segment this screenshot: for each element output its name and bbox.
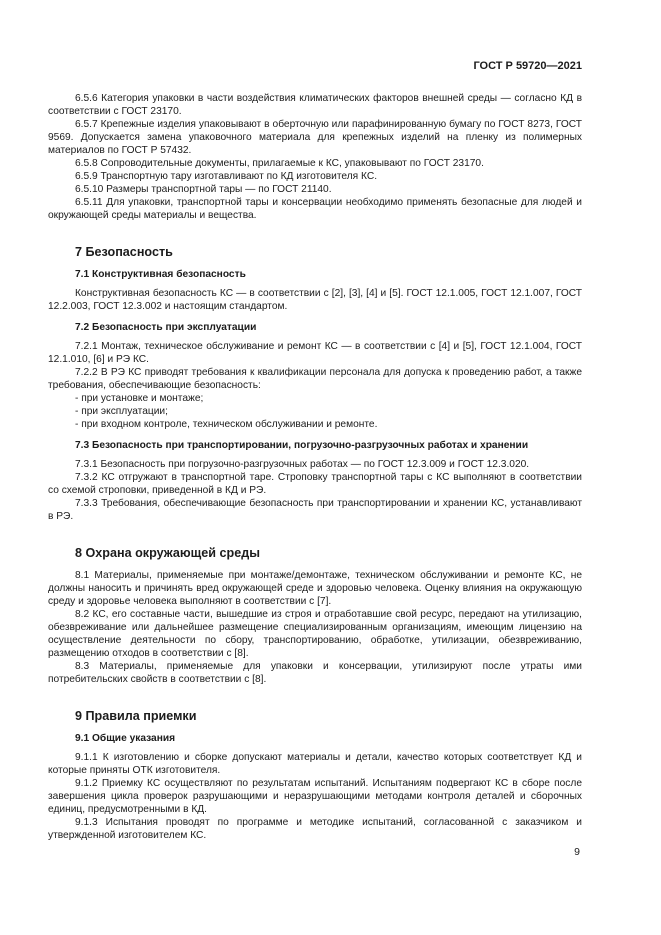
paragraph-6-5-8: 6.5.8 Сопроводительные документы, прилагаемые к КС, упаковывают по ГОСТ 23170. <box>75 158 484 169</box>
document-body <box>48 92 582 842</box>
section-7-heading: 7 Безопасность <box>75 245 173 259</box>
list-item: - при эксплуатации; <box>75 406 168 417</box>
paragraph-6-5-10: 6.5.10 Размеры транспортной тары — по ГОСТ 21140. <box>75 184 332 195</box>
paragraph-7-3-2: 7.3.2 КС отгружают в транспортной таре. Строповку транспортной тары с КС выполняют в соответствии со схемой строповки, приведенной в КД и РЭ. <box>48 472 582 496</box>
paragraph-6-5-7: 6.5.7 Крепежные изделия упаковывают в оберточную или парафинированную бумагу по ГОСТ 8273, ГОСТ 9569. Допускается замена упаковочного материала для крепежных изделий на пленку из полимерных материалов по ГОСТ Р 57432. <box>48 119 582 156</box>
section-8-heading: 8 Охрана окружающей среды <box>75 546 260 560</box>
paragraph-6-5-9: 6.5.9 Транспортную тару изготавливают по КД изготовителя КС. <box>75 171 378 182</box>
list-item: - при входном контроле, техническом обслуживании и ремонте. <box>75 419 378 430</box>
paragraph-8-2: 8.2 КС, его составные части, вышедшие из строя и отработавшие свой ресурс, передают на утилизацию, обезвреживание или дальнейшее размещение специализированным организациям, имеющим лицензию на осуществление деятельности по сбору, транспортированию, обработке, утилизации, обезвреживанию, размещению отходов в соответствии с [8]. <box>48 609 582 659</box>
paragraph-8-1: 8.1 Материалы, применяемые при монтаже/демонтаже, техническом обслуживании и ремонте КС, не должны наносить и причинять вред окружающей среде и здоровью человека. Оценку влияния на окружающую среду и здоровье человека выполняют в соответствии с [7]. <box>48 570 582 607</box>
subsection-9-1-heading: 9.1 Общие указания <box>75 733 176 744</box>
paragraph-9-1-1: 9.1.1 К изготовлению и сборке допускают материалы и детали, качество которых соответствует КД и которые приняты ОТК изготовителя. <box>48 752 582 776</box>
paragraph-7-3-3: 7.3.3 Требования, обеспечивающие безопасность при транспортировании и хранении КС, устанавливают в РЭ. <box>48 498 582 522</box>
list-item: - при установке и монтаже; <box>75 393 204 404</box>
subsection-7-3-heading: 7.3 Безопасность при транспортировании, погрузочно-разгрузочных работах и хранении <box>75 440 529 451</box>
paragraph-9-1-3: 9.1.3 Испытания проводят по программе и методике испытаний, согласованной с заказчиком и утвержденной изготовителем КС. <box>48 817 582 841</box>
page-number: 9 <box>574 846 580 858</box>
subsection-7-1-heading: 7.1 Конструктивная безопасность <box>75 269 246 280</box>
subsection-7-2-heading: 7.2 Безопасность при эксплуатации <box>75 322 257 333</box>
paragraph-8-3: 8.3 Материалы, применяемые для упаковки и консервации, утилизируют после утраты ими потребительских свойств в соответствии с [8]. <box>48 661 582 685</box>
section-9-heading: 9 Правила приемки <box>75 709 197 723</box>
document-header-standard: ГОСТ Р 59720—2021 <box>473 60 582 72</box>
paragraph-6-5-6: 6.5.6 Категория упаковки в части воздействия климатических факторов внешней среды — согласно КД в соответствии с ГОСТ 23170. <box>48 93 582 117</box>
paragraph-7-1: Конструктивная безопасность КС — в соответствии с [2], [3], [4] и [5]. ГОСТ 12.1.005, ГОСТ 12.1.007, ГОСТ 12.2.003, ГОСТ 12.3.002 и настоящим стандартом. <box>48 288 582 312</box>
paragraph-6-5-11: 6.5.11 Для упаковки, транспортной тары и консервации необходимо применять безопасные для людей и окружающей среды материалы и вещества. <box>48 197 582 221</box>
paragraph-7-3-1: 7.3.1 Безопасность при погрузочно-разгрузочных работах — по ГОСТ 12.3.009 и ГОСТ 12.3.020. <box>75 459 530 470</box>
paragraph-9-1-2: 9.1.2 Приемку КС осуществляют по результатам испытаний. Испытаниям подвергают КС в сборе после завершения цикла проверок разрушающими и неразрушающими методами контроля деталей и сборочных единиц, предусмотренными в КД. <box>48 778 582 815</box>
paragraph-7-2-1: 7.2.1 Монтаж, техническое обслуживание и ремонт КС — в соответствии с [4] и [5], ГОСТ 12.1.004, ГОСТ 12.1.010, [6] и РЭ КС. <box>48 341 582 365</box>
paragraph-7-2-2: 7.2.2 В РЭ КС приводят требования к квалификации персонала для допуска к проведению работ, а также требования, обеспечивающие безопасность: <box>48 367 582 391</box>
